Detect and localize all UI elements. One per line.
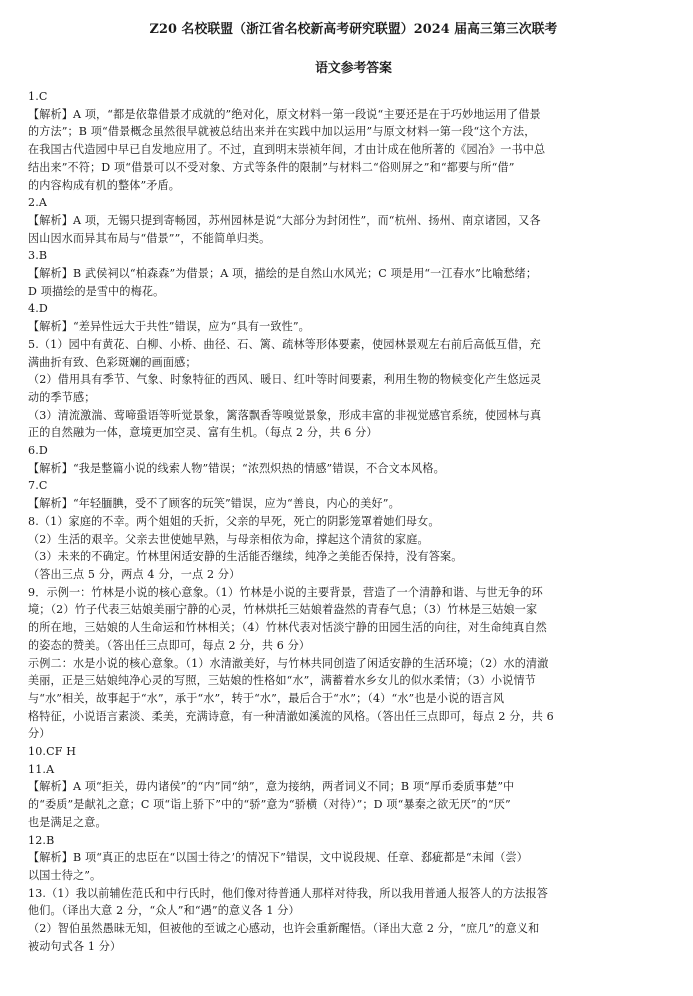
text-line: 示例二：水是小说的核心意象。（1）水清澈美好，与竹林共同创造了闲适安静的生活环境；（2）水的清澈 — [28, 656, 549, 670]
text-line: 的方法”；B 项“借景概念虽然很早就被总结出来并在实践中加以运用”与原文材料一第一段“这个方法， — [28, 125, 536, 139]
text-line: 【解析】“我是整篇小说的线索人物”错误；“浓烈炽热的情感”错误，不合文本风格。 — [28, 461, 445, 475]
text-line: 在我国古代造园中早已自发地应用了。不过，直到明末崇祯年间，才由计成在他所著的《园冶》一书中总 — [28, 143, 546, 157]
text-line: 6.D — [28, 444, 48, 458]
text-line: 也是满足之意。 — [28, 815, 107, 829]
text-line: 9．示例一：竹林是小说的核心意象。（1）竹林是小说的主要背景，营造了一个清静和谐、与世无争的环 — [28, 585, 543, 599]
text-line: 动的季节感； — [28, 390, 96, 404]
document-title: Z20 名校联盟（浙江省名校新高考研究联盟）2024 届高三第三次联考 — [149, 22, 558, 37]
text-line: 【解析】A 项，无锡只提到寄畅园，苏州园林是说“大部分为封闭性”，而“杭州、扬州、南京诸园，又各 — [28, 213, 541, 227]
text-line: （2）智伯虽然愚昧无知，但被他的至诚之心感动，也许会重新醒悟。（译出大意 2 分，“庶几”的意义和 — [28, 922, 540, 936]
text-line: （答出三点 5 分，两点 4 分，一点 2 分） — [28, 567, 241, 581]
text-line: 3.B — [28, 249, 48, 263]
text-line: （3）未来的不确定。竹林里闲适安静的生活能否继续，纯净之美能否保持，没有答案。 — [28, 550, 463, 564]
text-line: 【解析】A 项，“都是依靠借景才成就的”绝对化，原文材料一第一段说“主要还是在于巧妙地运用了借景 — [28, 107, 541, 121]
text-line: （3）清流激湍、莺啼蛩语等听觉景象，篱落飘香等嗅觉景象，形成丰富的非视觉感官系统，使园林与真 — [28, 408, 542, 422]
text-line: 美丽，正是三姑娘纯净心灵的写照，三姑娘的性格如“水”，满蓄着水乡女儿的似水柔情；（3）小说情节 — [28, 674, 537, 688]
text-line: 的“委质”是献礼之意；C 项“诣上骄下”中的“骄”意为“骄横（对待）”；D 项“暴秦之欲无厌”的“厌” — [28, 798, 511, 812]
text-line: 4.D — [28, 302, 48, 316]
text-line: 他们。（译出大意 2 分，“众人”和“遇”的意义各 1 分） — [28, 904, 300, 918]
text-line: 结出来”不符；D 项“借景可以不受对象、方式等条件的限制”与材料二“俗则屏之”和“都要与所“借” — [28, 160, 515, 174]
text-line: 【解析】“年轻腼腆，受不了顾客的玩笑”错误，应为“善良，内心的美好”。 — [28, 497, 400, 511]
text-line: D 项描绘的是雪中的梅花。 — [28, 284, 165, 298]
text-line: 10.CF H — [28, 745, 77, 759]
text-line: 【解析】B 项“真正的忠臣在“以国士待之’的情况下”错误，文中说段规、任章、郄疵都是“未闻（尝） — [28, 851, 528, 865]
text-line: 13.（1）我以前辅佐范氏和中行氏时，他们像对待普通人那样对待我，所以我用普通人报答人的方法报答 — [28, 886, 549, 900]
text-line: 8.（1）家庭的不幸。两个姐姐的夭折，父亲的早死，死亡的阴影笼罩着她们母女。 — [28, 514, 440, 528]
text-line: 【解析】“差异性远大于共性”错误，应为“具有一致性”。 — [28, 320, 310, 334]
text-line: 与“水”相关，故事起于“水”，承于“水”，转于“水”，最后合于“水”；（4）“水”也是小说的语言风 — [28, 691, 505, 705]
text-line: 的内容构成有机的整体”矛盾。 — [28, 178, 180, 192]
text-line: 正的自然融为一体，意境更加空灵、富有生机。（每点 2 分，共 6 分） — [28, 426, 378, 440]
text-line: 5.（1）园中有黄花、白柳、小桥、曲径、石、篱、疏林等形体要素，使园林景观左右前后高低互借，充 — [28, 337, 541, 351]
text-line: 12.B — [28, 833, 55, 847]
text-line: 满曲折有致、色彩斑斓的画面感； — [28, 355, 197, 369]
text-line: 格特征，小说语言素淡、柔美，充满诗意，有一种清澈如溪流的风格。（答出任三点即可，每点 2 分，共 6 — [28, 709, 554, 723]
text-line: 因山因水而异其布局与“借景””，不能简单归类。 — [28, 231, 271, 245]
text-line: 的姿态的赞美。（答出任三点即可，每点 2 分，共 6 分） — [28, 638, 311, 652]
text-line: 11.A — [28, 762, 55, 776]
text-line: 【解析】B 武侯祠以“柏森森”为借景；A 项，描绘的是自然山水风光；C 项是用“一江春水”比喻愁绪； — [28, 267, 538, 281]
text-line: 以国士待之”。 — [28, 868, 102, 882]
text-line: 分） — [28, 727, 51, 741]
answer-body — [28, 88, 679, 955]
text-line: 的所在地，三姑娘的人生命运和竹林相关；（4）竹林代表对恬淡宁静的田园生活的向往，对生命纯真自然 — [28, 621, 547, 635]
text-line: 2.A — [28, 196, 48, 210]
text-line: 【解析】A 项“拒关，毋内诸侯”的“内”同“纳”，意为接纳，两者词义不同；B 项“厚币委质事楚”中 — [28, 780, 515, 794]
document-subtitle: 语文参考答案 — [315, 61, 392, 76]
text-line: 被动句式各 1 分） — [28, 939, 122, 953]
text-line: 1.C — [28, 90, 48, 103]
text-line: 境；（2）竹子代表三姑娘美丽宁静的心灵，竹林烘托三姑娘着盎然的青春气息；（3）竹林是三姑娘一家 — [28, 603, 538, 617]
text-line: （2）借用具有季节、气象、时象特征的西风、暖日、红叶等时间要素，利用生物的物候变化产生悠远灵 — [28, 373, 542, 387]
text-line: （2）生活的艰辛。父亲去世使她早熟，与母亲相依为命，撑起这个清贫的家庭。 — [28, 532, 429, 546]
text-line: 7.C — [28, 479, 48, 493]
